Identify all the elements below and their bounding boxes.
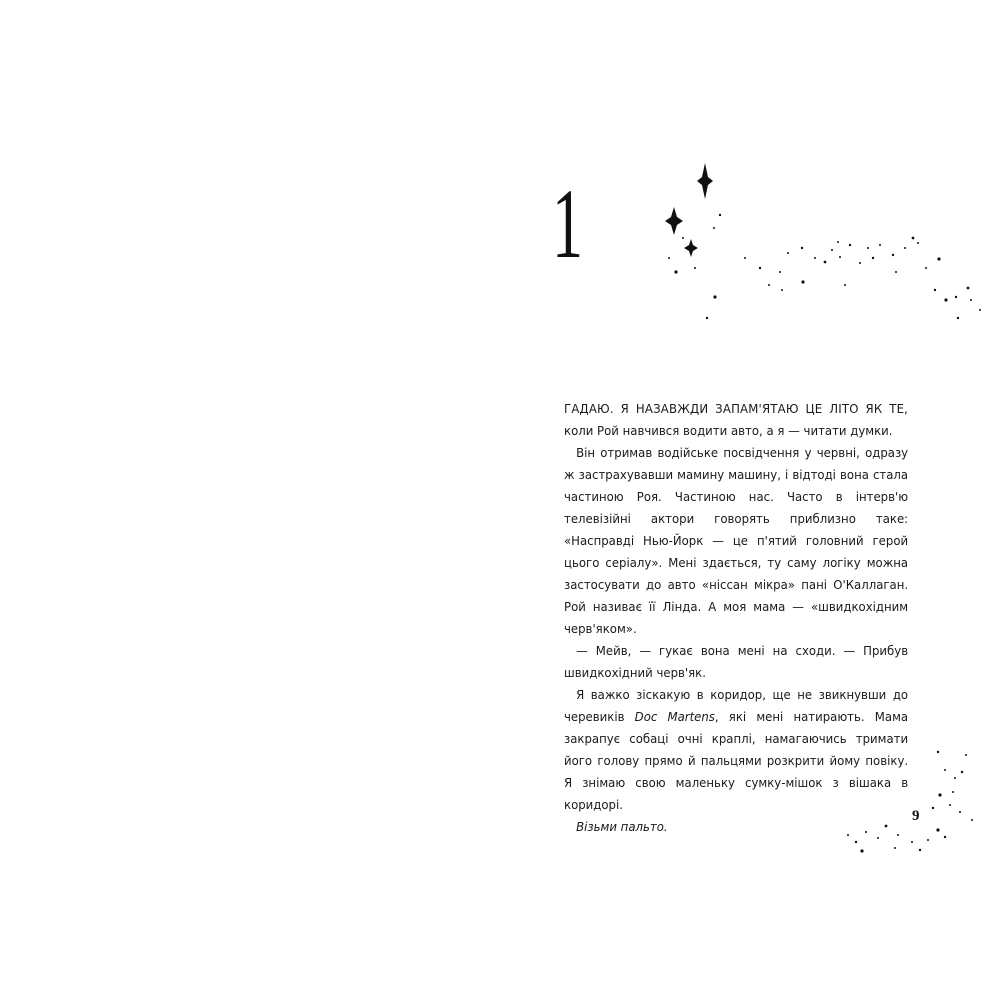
four-point-star-icon bbox=[684, 239, 698, 257]
page-number: 9 bbox=[912, 808, 920, 824]
lead-in-caps: ГАДАЮ. Я НАЗАВЖДИ ЗАПАМ'ЯТАЮ ЦЕ ЛІТО ЯК ТЕ, bbox=[564, 401, 909, 416]
paragraph-4-part-a: Я важко зіскакую в коридор, ще не звикнувши до черевиків bbox=[564, 687, 909, 724]
chapter-body-text bbox=[564, 398, 908, 838]
four-point-star-icon bbox=[697, 163, 713, 199]
paragraph-4-part-b: , які мені натирають. Мама закрапує собаці очні краплі, намагаючись тримати його голову прямо й пальцями розкрити йому повіку. Я знімаю свою маленьку сумку-мішок з вішака в коридорі. bbox=[564, 709, 909, 812]
opening-paragraph-rest: коли Рой навчився водити авто, а я — читати думки. bbox=[564, 423, 893, 438]
opening-paragraph bbox=[564, 398, 908, 442]
brand-name: Doc Martens bbox=[634, 709, 715, 724]
paragraph-5-thought: Візьми пальто. bbox=[576, 819, 668, 834]
paragraph-3: — Мейв, — гукає вона мені на сходи. — Прибув швидкохідний черв'як. bbox=[564, 643, 909, 680]
four-point-star-icon bbox=[665, 207, 683, 235]
chapter-number: 1 bbox=[552, 168, 583, 279]
paragraph-4 bbox=[564, 684, 908, 816]
paragraph-2: Він отримав водійське посвідчення у червні, одразу ж застрахувавши мамину машину, і відтоді вона стала частиною Роя. Частиною нас. Часто в інтерв'ю телевізійні актори говорять приблизно таке: «Насправді Нью-Йорк — це п'ятий головний герой цього серіалу». Мені здається, ту саму логіку можна застосувати до авто «ніссан мікра» пані О'Каллаган. Рой називає її Лінда. А моя мама — «швидкохідним черв'яком». bbox=[564, 445, 909, 636]
dot-constellation-icon bbox=[668, 214, 981, 319]
